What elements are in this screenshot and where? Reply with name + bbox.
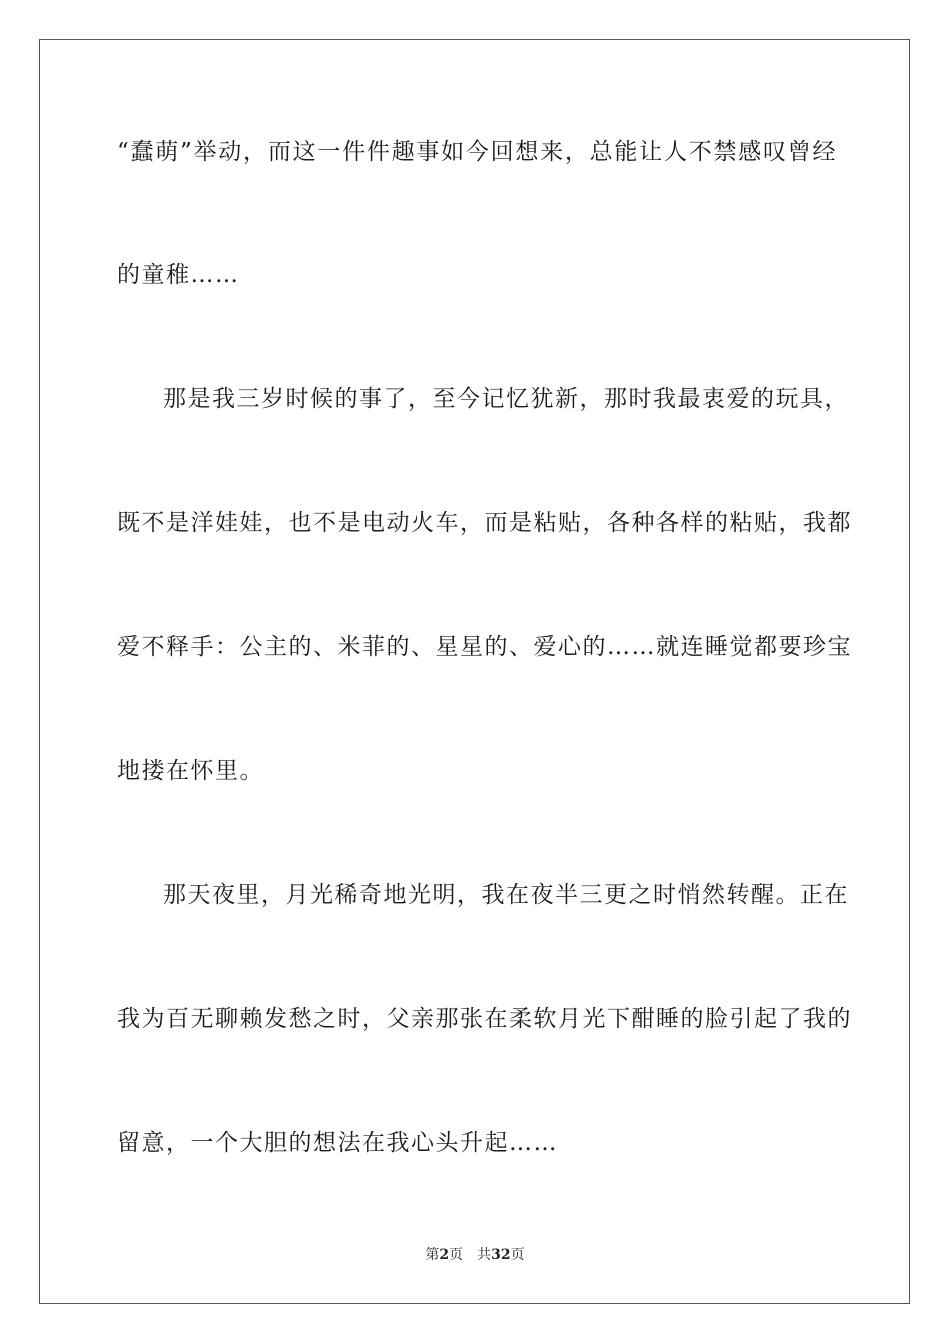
text-line: 我为百无聊赖发愁之时，父亲那张在柔软月光下酣睡的脸引起了我的 (117, 1006, 852, 1032)
footer-page-prefix: 第 (425, 1247, 440, 1263)
text-line: 爱不释手：公主的、米菲的、星星的、爱心的……就连睡觉都要珍宝 (117, 634, 852, 660)
page-footer (0, 1246, 950, 1264)
footer-total-suffix: 页 (510, 1247, 525, 1263)
footer-page-number: 2 (439, 1247, 450, 1263)
text-line: 地搂在怀里。 (117, 758, 264, 784)
footer-page-suffix: 页 (449, 1247, 464, 1263)
text-line: “蠢萌”举动，而这一件件趣事如今回想来，总能让人不禁感叹曾经 (117, 139, 837, 165)
text-line: 的童稚…… (117, 262, 240, 288)
page-frame (39, 39, 910, 1304)
paragraph-first-line: 那天夜里，月光稀奇地光明，我在夜半三更之时悄然转醒。正在 (163, 882, 849, 908)
footer-total-pages: 32 (491, 1247, 511, 1263)
text-line: 既不是洋娃娃，也不是电动火车，而是粘贴，各种各样的粘贴，我都 (117, 510, 852, 536)
text-line: 留意，一个大胆的想法在我心头升起…… (117, 1130, 558, 1156)
footer-total-prefix: 共 (477, 1247, 492, 1263)
paragraph-first-line: 那是我三岁时候的事了，至今记忆犹新，那时我最衷爱的玩具， (163, 386, 849, 412)
